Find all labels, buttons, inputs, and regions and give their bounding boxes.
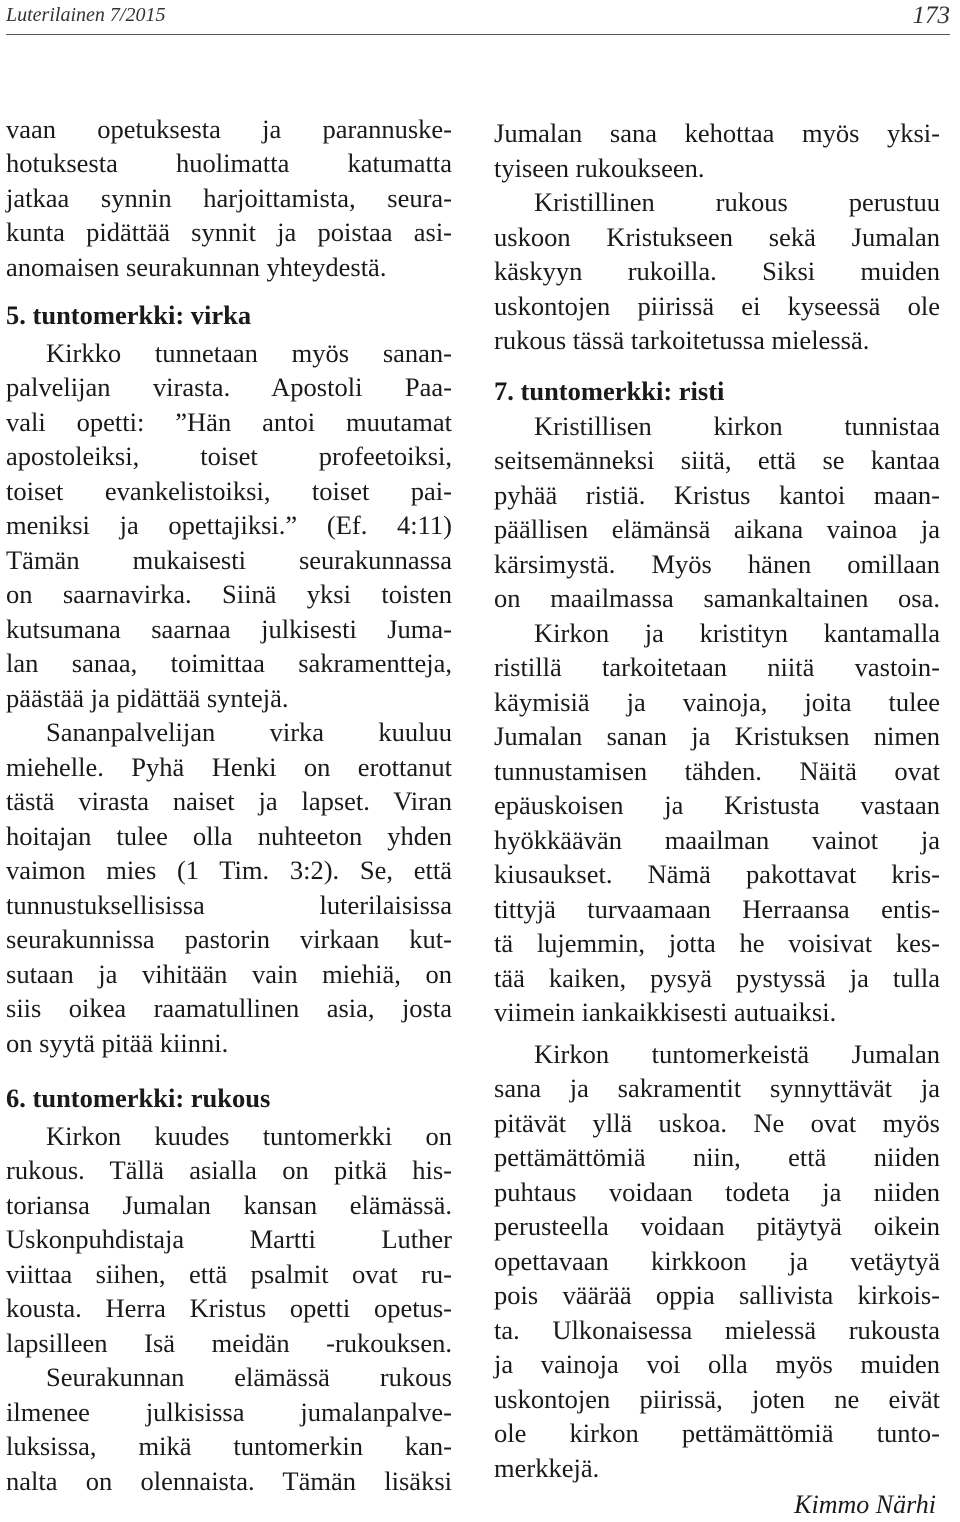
- text-line: viimein iankaikkisesti autuaiksi.: [494, 997, 837, 1027]
- text-line: käymisiä ja vainoja, joita tulee: [494, 687, 940, 717]
- text-line: kousta. Herra Kristus opetti opetus-: [6, 1293, 452, 1323]
- page-number: 173: [912, 2, 950, 29]
- text-line: pois väärää oppia sallivista kirkois-: [494, 1280, 940, 1310]
- text-line: päästää ja pidättää syntejä.: [6, 683, 289, 713]
- text-line: hyökkäävän maailman vainot ja: [494, 825, 940, 855]
- text-line: vaan opetuksesta ja parannuske-: [6, 114, 452, 144]
- text-line: kutsumana saarnaa julkisesti Juma-: [6, 614, 452, 644]
- text-line: Kristillisen kirkon tunnistaa: [534, 411, 940, 441]
- section-heading-7: 7. tuntomerkki: risti: [494, 376, 725, 406]
- text-line: käskyyn rukoilla. Siksi muiden: [494, 256, 940, 286]
- text-line: toriansa Jumalan kansan elämässä.: [6, 1190, 452, 1220]
- text-line: meniksi ja opettajiksi.” (Ef. 4:11): [6, 510, 452, 540]
- section-heading-5: 5. tuntomerkki: virka: [6, 300, 252, 330]
- text-line: anomaisen seurakunnan yhteydestä.: [6, 252, 387, 282]
- text-line: jatkaa synnin harjoittamista, seura-: [6, 183, 452, 213]
- text-line: siis oikea raamatullinen asia, josta: [6, 993, 452, 1023]
- section-heading-6: 6. tuntomerkki: rukous: [6, 1083, 271, 1113]
- text-line: Kirkon tuntomerkeistä Jumalan: [534, 1039, 940, 1069]
- text-line: tunnustamisen tähden. Näitä ovat: [494, 756, 940, 786]
- text-line: hotuksesta huolimatta katumatta: [6, 148, 452, 178]
- text-line: ristillä tarkoitetaan niitä vastoin-: [494, 652, 940, 682]
- text-line: viittaa siihen, että psalmit ovat ru-: [6, 1259, 452, 1289]
- text-line: ilmenee julkisissa jumalanpalve-: [6, 1397, 452, 1427]
- text-line: sana ja sakramentit synnyttävät ja: [494, 1073, 940, 1103]
- text-line: Kristillinen rukous perustuu: [534, 187, 940, 217]
- text-line: nalta on olennaista. Tämän lisäksi: [6, 1466, 452, 1496]
- text-line: seitsemänneksi siitä, että se kantaa: [494, 445, 940, 475]
- text-line: seurakunnissa pastorin virkaan kut-: [6, 924, 452, 954]
- text-line: perusteella voidaan pitäytyä oikein: [494, 1211, 940, 1241]
- text-line: on saarnavirka. Siinä yksi toisten: [6, 579, 452, 609]
- text-line: Tämän mukaisesti seurakunnassa: [6, 545, 452, 575]
- text-line: Sananpalvelijan virka kuuluu: [46, 717, 452, 747]
- text-line: tästä virasta naiset ja lapset. Viran: [6, 786, 452, 816]
- text-line: Kirkon ja kristityn kantamalla: [534, 618, 940, 648]
- text-line: tittyjä turvaamaan Herraansa entis-: [494, 894, 940, 924]
- text-line: pitävät yllä uskoa. Ne ovat myös: [494, 1108, 940, 1138]
- text-line: hoitajan tulee olla nuhteeton yhden: [6, 821, 452, 851]
- text-line: vaimon mies (1 Tim. 3:2). Se, että: [6, 855, 452, 885]
- text-line: pettämättömiä niin, että niiden: [494, 1142, 940, 1172]
- text-line: kunta pidättää synnit ja poistaa asi-: [6, 217, 452, 247]
- text-line: Uskonpuhdistaja Martti Luther: [6, 1224, 452, 1254]
- text-line: palvelijan virasta. Apostoli Paa-: [6, 372, 452, 402]
- text-line: merkkejä.: [494, 1453, 600, 1483]
- text-line: kiusaukset. Nämä pakottavat kris-: [494, 859, 940, 889]
- text-line: opettavaan kirkkoon ja vetäytyä: [494, 1246, 940, 1276]
- text-line: on maailmassa samankaltainen osa.: [494, 583, 940, 613]
- text-line: toiset evankelistoiksi, toiset pai-: [6, 476, 452, 506]
- text-line: ta. Ulkonaisessa mielessä rukousta: [494, 1315, 940, 1345]
- text-line: vali opetti: ”Hän antoi muutamat: [6, 407, 452, 437]
- text-line: apostoleiksi, toiset profeetoiksi,: [6, 441, 452, 471]
- text-line: pyhää ristiä. Kristus kantoi maan-: [494, 480, 940, 510]
- text-line: ja vainoja voi olla myös muiden: [494, 1349, 940, 1379]
- text-line: uskoon Kristukseen sekä Jumalan: [494, 222, 940, 252]
- text-line: Kirkko tunnetaan myös sanan-: [46, 338, 452, 368]
- text-line: rukous tässä tarkoitetussa mielessä.: [494, 325, 870, 355]
- text-line: tää kaiken, pysyä pystyssä ja tulla: [494, 963, 940, 993]
- text-line: lapsilleen Isä meidän -rukouksen.: [6, 1328, 452, 1358]
- text-line: tunnustuksellisissa luterilaisissa: [6, 890, 452, 920]
- text-line: epäuskoisen ja Kristusta vastaan: [494, 790, 940, 820]
- text-line: luksissa, mikä tuntomerkin kan-: [6, 1431, 452, 1461]
- text-line: rukous. Tällä asialla on pitkä his-: [6, 1155, 452, 1185]
- text-line: Kirkon kuudes tuntomerkki on: [46, 1121, 452, 1151]
- text-line: tyiseen rukoukseen.: [494, 153, 705, 183]
- text-line: ole kirkon pettämättömiä tunto-: [494, 1418, 940, 1448]
- page-header: [6, 0, 950, 35]
- text-line: kärsimystä. Myös hänen omillaan: [494, 549, 940, 579]
- text-line: Jumalan sanan ja Kristuksen nimen: [494, 721, 940, 751]
- text-line: on syytä pitää kiinni.: [6, 1028, 229, 1058]
- text-line: puhtaus voidaan todeta ja niiden: [494, 1177, 940, 1207]
- author-signature: Kimmo Närhi: [794, 1490, 936, 1519]
- publication-name: Luterilainen 7/2015: [6, 4, 166, 26]
- text-line: Seurakunnan elämässä rukous: [46, 1362, 452, 1392]
- text-line: päällisen elämänsä aikana vainoa ja: [494, 514, 940, 544]
- text-line: sutaan ja vihitään vain miehiä, on: [6, 959, 452, 989]
- text-line: uskontojen piirissä, joten ne eivät: [494, 1384, 940, 1414]
- text-line: lan sanaa, toimittaa sakramentteja,: [6, 648, 452, 678]
- text-line: tä lujemmin, jotta he voisivat kes-: [494, 928, 940, 958]
- text-line: uskontojen piirissä ei kyseessä ole: [494, 291, 940, 321]
- text-line: miehelle. Pyhä Henki on erottanut: [6, 752, 452, 782]
- text-line: Jumalan sana kehottaa myös yksi-: [494, 118, 940, 148]
